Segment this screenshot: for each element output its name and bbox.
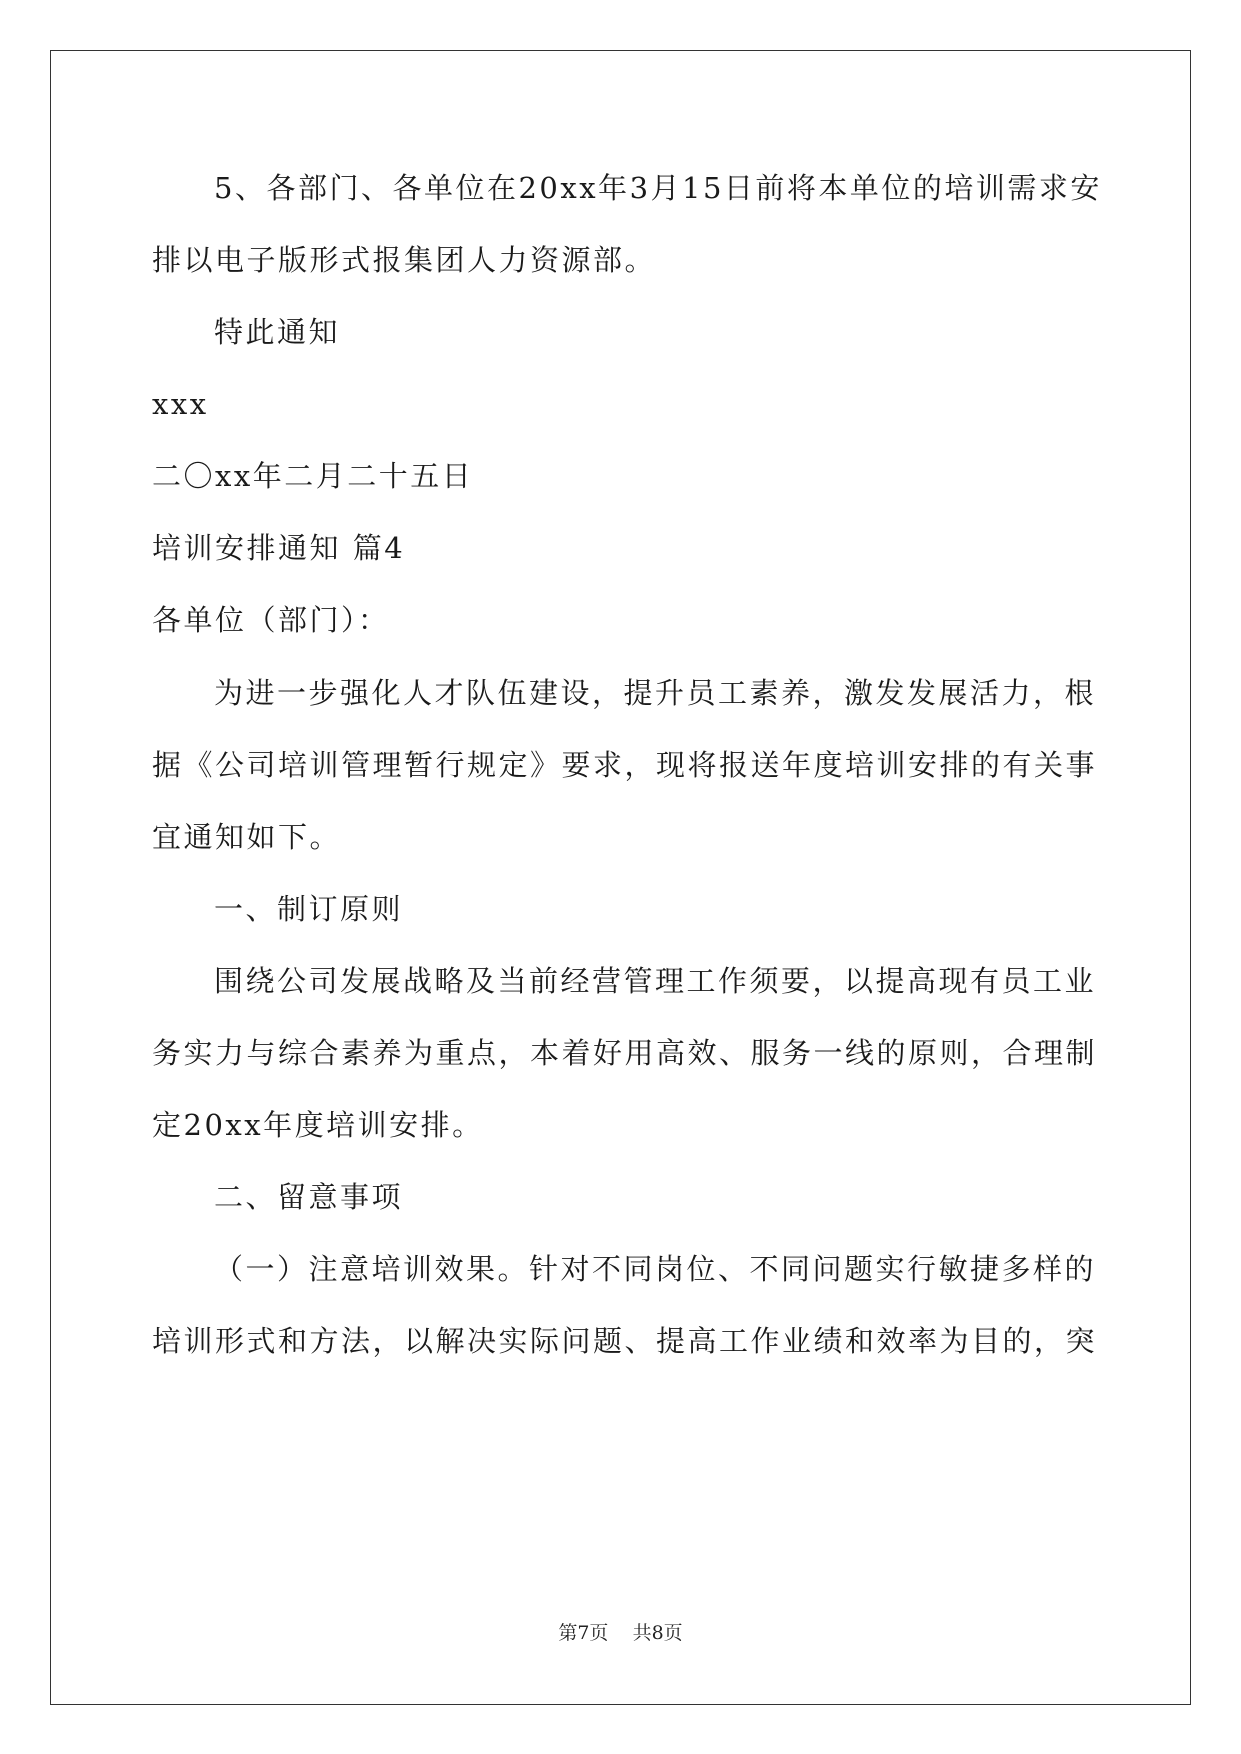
paragraph-line: 5、各部门、各单位在20xx年3月15日前将本单位的培训需求安 — [214, 171, 1102, 205]
paragraph-line: 排以电子版形式报集团人力资源部。 — [152, 243, 657, 277]
paragraph-line: 据《公司培训管理暂行规定》要求，现将报送年度培训安排的有关事 — [152, 748, 1098, 782]
page-border — [50, 50, 1191, 1705]
signature-name: xxx — [152, 387, 209, 421]
paragraph-line: （一）注意培训效果。针对不同岗位、不同问题实行敏捷多样的 — [214, 1252, 1097, 1286]
paragraph-line: 为进一步强化人才队伍建设，提升员工素养，激发发展活力，根 — [214, 676, 1097, 710]
salutation: 各单位（部门）： — [152, 603, 390, 637]
paragraph-line: 务实力与综合素养为重点，本着好用高效、服务一线的原则，合理制 — [152, 1036, 1098, 1070]
closing-phrase: 特此通知 — [214, 315, 341, 349]
page-number: 第7页 — [558, 1622, 609, 1644]
signature-date: 二〇xx年二月二十五日 — [152, 459, 474, 493]
page-footer — [0, 1618, 1241, 1645]
paragraph-line: 宜通知如下。 — [152, 820, 342, 854]
heading-notes: 二、留意事项 — [214, 1180, 404, 1214]
paragraph-line: 围绕公司发展战略及当前经营管理工作须要，以提高现有员工业 — [214, 964, 1097, 998]
section-title: 培训安排通知 篇4 — [152, 531, 406, 565]
paragraph-line: 培训形式和方法，以解决实际问题、提高工作业绩和效率为目的，突 — [152, 1324, 1098, 1358]
paragraph-line: 定20xx年度培训安排。 — [152, 1108, 484, 1142]
total-pages: 共8页 — [632, 1622, 683, 1644]
heading-principles: 一、制订原则 — [214, 892, 404, 926]
